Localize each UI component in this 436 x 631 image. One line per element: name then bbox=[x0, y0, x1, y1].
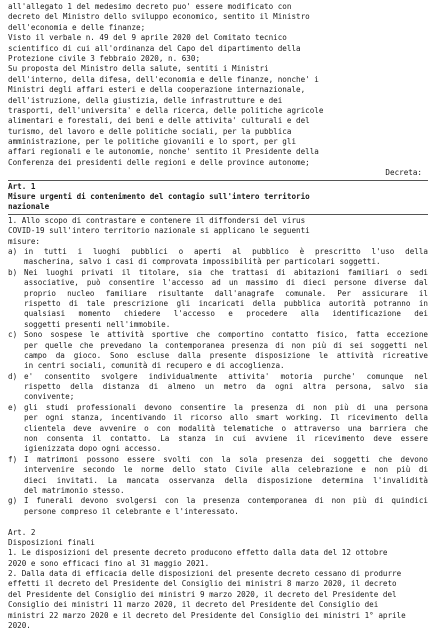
measure-text-line: Sono sospese le attività sportive che comportino contatto fisico, fatta eccezione bbox=[24, 330, 428, 340]
measure-text-line: in centri sociali, comunità di recupero e di accoglienza. bbox=[24, 361, 285, 371]
measure-text-line: soggetti presenti nell'immobile. bbox=[24, 319, 171, 329]
measure-text-line: associative, può consentire l'accesso ad un massimo di dieci persone diverse dal bbox=[24, 278, 428, 288]
art2-paragraph-line: 2. Dalla data di efficacia delle disposizioni del presente decreto cessano di produrre bbox=[8, 569, 402, 579]
measure-text-line: dieci invitati. La mancata osservanza della disposizione determina l'invalidità bbox=[24, 475, 428, 485]
preamble-line: trasporti, dell'universita' e della ricerca, delle politiche agricole bbox=[8, 105, 324, 115]
measure-text-line: Nei luoghi privati il titolare, sia che trattasi di abitazioni familiari o sedi bbox=[24, 267, 428, 277]
measure-text-line: persone compreso il celebrante e l'interessato. bbox=[24, 506, 239, 516]
measure-text-line: gli studi professionali devono consentire la presenza di non più di una persona bbox=[24, 402, 428, 412]
preamble-line: scientifico di cui all'ordinanza del Capo del dipartimento della bbox=[8, 43, 301, 53]
measure-text-line: convivente; bbox=[24, 392, 75, 402]
measure-text-line: intervenire secondo le norme dello stato Civile alla celebrazione e non più di bbox=[24, 465, 428, 475]
art2-paragraph bbox=[8, 569, 428, 631]
preamble-line: decreto del Ministro dello sviluppo economico, sentito il Ministro bbox=[8, 12, 310, 22]
measure-marker: a) bbox=[8, 246, 18, 256]
art1-intro-line: misure: bbox=[8, 236, 41, 246]
measure-item bbox=[8, 330, 428, 372]
art2-paragraph-line: Consiglio dei ministri 11 marzo 2020, il decreto del Presidente del Consiglio dei bbox=[8, 600, 379, 610]
measure-marker: g) bbox=[8, 496, 18, 506]
art1-measures-list bbox=[8, 247, 428, 517]
measure-text-line: campo da gioco. Sono escluse dalla presente disposizione le attività ricreative bbox=[24, 350, 428, 360]
art2-title: Disposizioni finali bbox=[8, 537, 95, 547]
measure-item bbox=[8, 496, 428, 517]
preamble-line: dell'interno, della difesa, dell'economia e delle finanze, nonche' i bbox=[8, 74, 319, 84]
measure-item bbox=[8, 372, 428, 403]
spacer bbox=[8, 517, 428, 527]
measure-text-line: rispetto della distanza di almeno un metro da ogni altra persona, salvo sia bbox=[24, 382, 428, 392]
measure-text-line: I matrimoni possono essere svolti con la sola presenza dei soggetti che devono bbox=[24, 454, 428, 464]
measure-text-line: clientela deve avvenire o con modalità telematiche o attraverso una barriera che bbox=[24, 423, 428, 433]
art2-paragraph-line: del Presidente del Consiglio dei ministri 9 marzo 2020, il decreto del Presidente del bbox=[8, 589, 397, 599]
preamble-line: affari regionali e le autonomie, nonche' sentito il Presidente della bbox=[8, 147, 319, 157]
preamble-line: amministrazione, per le politiche giovanili e lo sport, per gli bbox=[8, 137, 297, 147]
measure-marker: c) bbox=[8, 330, 18, 340]
art2-paragraph-line: 2020 e sono efficaci fino al 31 maggio 2021. bbox=[8, 558, 210, 568]
measure-text-line: qualsiasi momento chiedere l'accesso e procedere alla identificazione dei bbox=[24, 309, 428, 319]
art2-heading: Art. 2 bbox=[8, 527, 36, 537]
measure-text-line: mascherina, salvo i casi di comprovata impossibilità per particolari soggetti. bbox=[24, 257, 381, 267]
measure-text-line: I funerali devono svolgersi con la presenza contemporanea di non più di quindici bbox=[24, 496, 428, 506]
measure-text-line: del matrimonio stesso. bbox=[24, 485, 125, 495]
preamble bbox=[8, 2, 428, 168]
preamble-line: turismo, del lavoro e delle politiche sociali, per la pubblica bbox=[8, 126, 292, 136]
measure-text bbox=[24, 330, 428, 372]
measure-text bbox=[24, 403, 428, 455]
measure-text-line: per quelle che prevedano la contemporanea presenza di non più di sei soggetti nel bbox=[24, 340, 428, 350]
divider-bottom bbox=[8, 214, 428, 215]
measure-text-line: e' consentito svolgere individualmente attivita' motoria purche' comunque nel bbox=[24, 371, 428, 381]
preamble-line: Visto il verbale n. 49 del 9 aprile 2020 del Comitato tecnico bbox=[8, 33, 287, 43]
preamble-line: Protezione civile 3 febbraio 2020, n. 630; bbox=[8, 53, 201, 63]
preamble-line: alimentari e forestali, dei beni e delle attivita' culturali e del bbox=[8, 116, 310, 126]
measure-text-line: in tutti i luoghi pubblici o aperti al pubblico è prescritto l'uso della bbox=[24, 246, 428, 256]
measure-text-line: non consenta il contatto. La stanza in cui avviene il ricevimento deve essere bbox=[24, 434, 428, 444]
art1-heading: Art. 1 bbox=[8, 181, 36, 191]
art2-paragraphs bbox=[8, 548, 428, 631]
art2-paragraph-line: effetti il decreto del Presidente del Consiglio dei ministri 8 marzo 2020, il decreto bbox=[8, 579, 397, 589]
art2-paragraph-line: 2020. bbox=[8, 621, 31, 631]
measure-text-line: proprio nucleo familiare risultante dall'anagrafe comunale. Per assicurare il bbox=[24, 288, 428, 298]
preamble-line: Ministri degli affari esteri e della cooperazione internazionale, bbox=[8, 85, 306, 95]
art2-paragraph-line: ministri 22 marzo 2020 e il decreto del Presidente del Consiglio dei ministri 1° aprile bbox=[8, 610, 406, 620]
measure-text bbox=[24, 247, 428, 268]
measure-text bbox=[24, 268, 428, 330]
preamble-line: dell'istruzione, della giustizia, delle infrastrutture e dei bbox=[8, 95, 283, 105]
measure-text-line: igienizzata dopo ogni accesso. bbox=[24, 444, 162, 454]
measure-text bbox=[24, 372, 428, 403]
measure-marker: b) bbox=[8, 267, 18, 277]
measure-text bbox=[24, 496, 428, 517]
measure-marker: d) bbox=[8, 371, 18, 381]
preamble-line: Conferenza dei presidenti delle regioni e delle province autonome; bbox=[8, 157, 310, 167]
art1-title bbox=[8, 192, 428, 213]
measure-text-line: per ogni stanza, incentivando il ricorso allo smart working. Il ricevimento della bbox=[24, 413, 428, 423]
measure-marker: f) bbox=[8, 454, 18, 464]
art1-title-line: Misure urgenti di contenimento del contagio sull'intero territorio bbox=[8, 192, 310, 202]
art1-title-line: nazionale bbox=[8, 202, 50, 212]
divider-top bbox=[8, 180, 428, 181]
measure-item bbox=[8, 403, 428, 455]
preamble-line: dell'economia e delle finanze; bbox=[8, 22, 146, 32]
art2-paragraph bbox=[8, 548, 428, 569]
measure-text bbox=[24, 455, 428, 497]
decreta-label: Decreta: bbox=[385, 168, 422, 178]
measure-text-line: rispetto di tale prescrizione gli incaricati della pubblica autorità potranno in bbox=[24, 298, 428, 308]
preamble-line: all'allegato 1 del medesimo decreto puo' essere modificato con bbox=[8, 2, 292, 11]
measure-item bbox=[8, 247, 428, 268]
preamble-line: Su proposta del Ministro della salute, sentiti i Ministri bbox=[8, 64, 269, 74]
art1-intro bbox=[8, 216, 428, 247]
measure-item bbox=[8, 455, 428, 497]
art1-intro-line: COVID-19 sull'intero territorio nazionale si applicano le seguenti bbox=[8, 226, 310, 236]
measure-item bbox=[8, 268, 428, 330]
art2-paragraph-line: 1. Le disposizioni del presente decreto producono effetto dalla data del 12 ottobre bbox=[8, 548, 388, 558]
measure-marker: e) bbox=[8, 402, 18, 412]
art1-intro-line: 1. Allo scopo di contrastare e contenere il diffondersi del virus bbox=[8, 215, 306, 225]
